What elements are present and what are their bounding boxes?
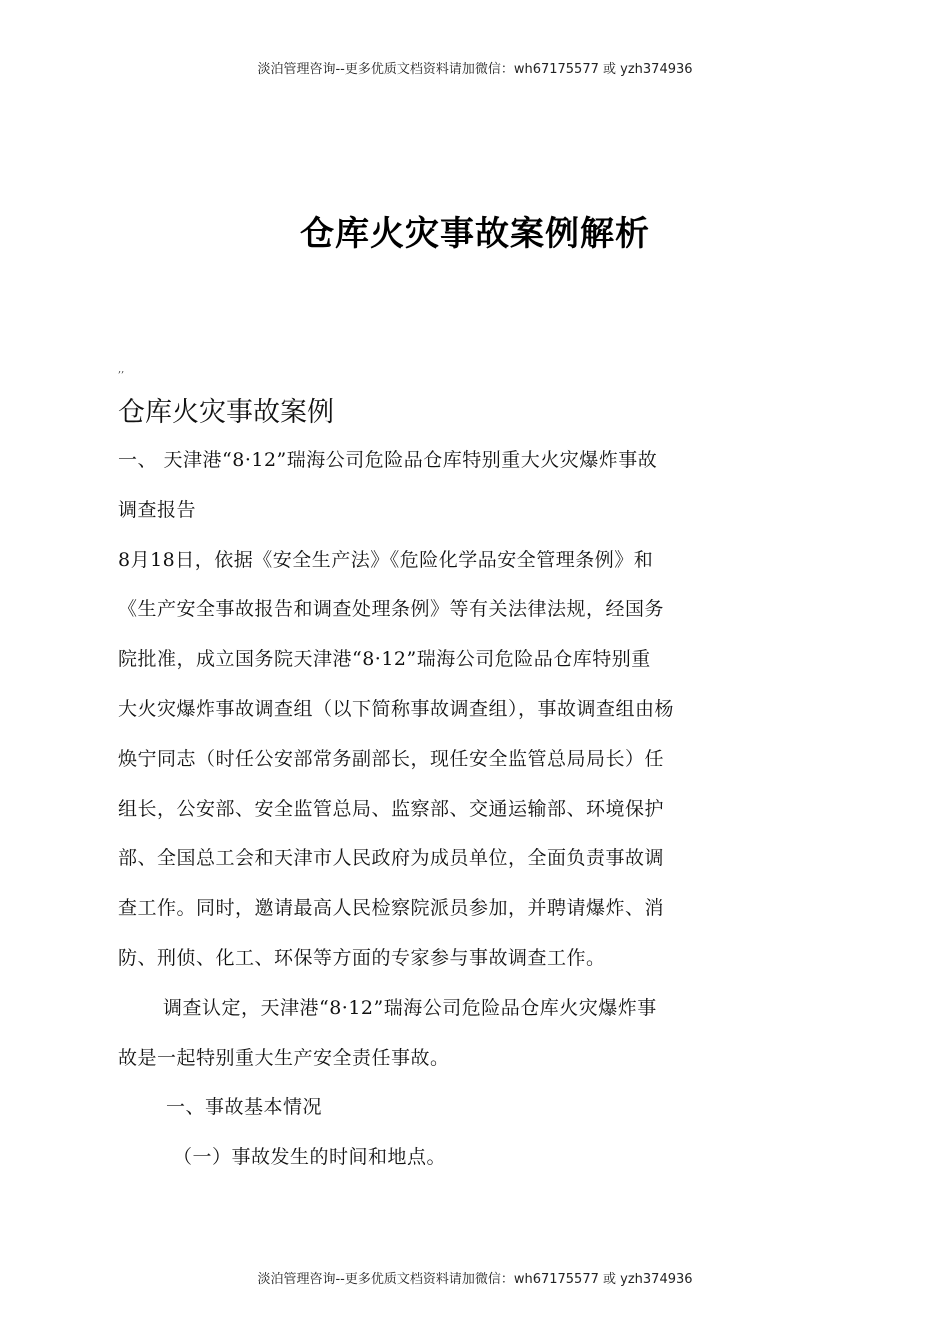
paragraph-line: 焕宁同志（时任公安部常务副部长，现任安全监管总局局长）任 [118, 747, 665, 770]
paragraph-line: 防、刑侦、化工、环保等方面的专家参与事故调查工作。 [118, 946, 606, 969]
paragraph-line: 大火灾爆炸事故调查组（以下简称事故调查组），事故调查组由杨 [118, 697, 675, 720]
paragraph-line: 一、 天津港“8·12”瑞海公司危险品仓库特别重大火灾爆炸事故 [118, 449, 658, 471]
paragraph-line: 查工作。同时，邀请最高人民检察院派员参加，并聘请爆炸、消 [118, 897, 665, 920]
paragraph-line: 调查报告 [118, 498, 197, 521]
subsection-heading: （一）事故发生的时间和地点。 [173, 1146, 447, 1169]
page-header: 淡泊管理咨询--更多优质文档资料请加微信：wh67175577 或 yzh374936 [257, 62, 693, 77]
paragraph-line: 调查认定，天津港“8·12”瑞海公司危险品仓库火灾爆炸事 [163, 996, 657, 1019]
subsection-heading: 一、事故基本情况 [166, 1096, 323, 1119]
paragraph-line: 故是一起特别重大生产安全责任事故。 [118, 1046, 450, 1069]
body-text [118, 436, 768, 1183]
small-mark: ,, [118, 364, 125, 375]
paragraph-line: 8月18日，依据《安全生产法》《危险化学品安全管理条例》和 [118, 548, 654, 571]
page-footer: 淡泊管理咨询--更多优质文档资料请加微信：wh67175577 或 yzh374936 [257, 1272, 693, 1287]
paragraph-line: 组长，公安部、安全监管总局、监察部、交通运输部、环境保护 [118, 797, 665, 820]
document-title: 仓库火灾事故案例解析 [300, 214, 650, 254]
paragraph-line: 院批准，成立国务院天津港“8·12”瑞海公司危险品仓库特别重 [118, 648, 651, 671]
section-heading: 仓库火灾事故案例 [118, 397, 334, 428]
paragraph-line: 《生产安全事故报告和调查处理条例》等有关法律法规，经国务 [118, 598, 665, 621]
paragraph-line: 部、全国总工会和天津市人民政府为成员单位，全面负责事故调 [118, 847, 665, 870]
